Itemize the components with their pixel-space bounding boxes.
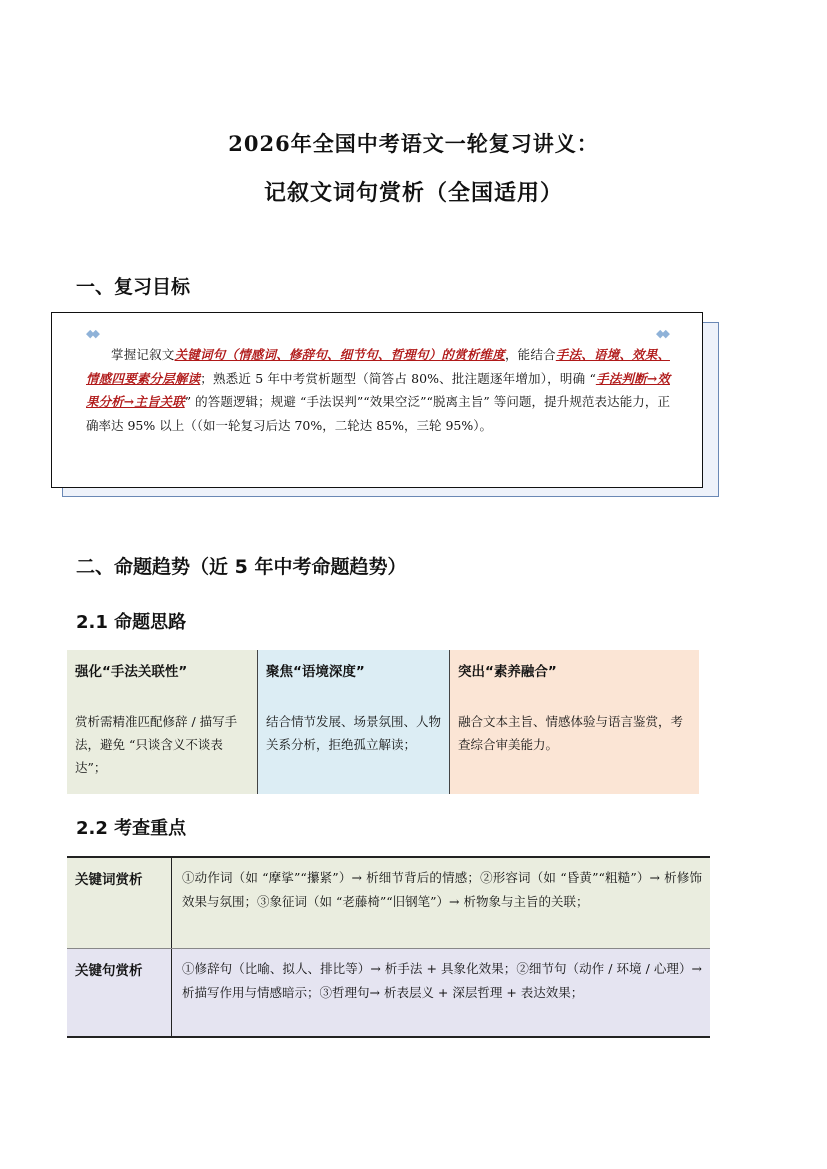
trend-column-heading: 突出“素养融合” — [458, 664, 557, 680]
subsection-2-2-heading: 2.2 考查重点 — [76, 818, 187, 839]
subsection-2-1-heading: 2.1 命题思路 — [76, 612, 187, 633]
focus-row-content: ①修辞句（比喻、拟人、排比等）→ 析手法 + 具象化效果；②细节句（动作 / 环境 / 心理）→ 析描写作用与情感暗示；③哲理句→ 析表层义 + 深层哲理 + 表达效果； — [182, 961, 702, 1000]
document-title-line-2: 记叙文词句赏析（全国适用） — [263, 180, 563, 206]
trend-column-heading: 强化“手法关联性” — [75, 664, 188, 680]
goal-text-part: ；熟悉近 5 年中考赏析题型（简答占 80%、批注题逐年增加），明确 “ — [200, 370, 596, 386]
goal-text-part: ，能结合 — [504, 347, 556, 362]
section-2-heading: 二、命题趋势（近 5 年中考命题趋势） — [76, 556, 407, 578]
goal-text-part: 掌握记叙文 — [111, 347, 175, 362]
focus-row-label: 关键句赏析 — [67, 949, 172, 1036]
document-title-line-1: 2026年全国中考语文一轮复习讲义： — [228, 131, 599, 156]
table-row — [67, 949, 710, 1036]
trend-column — [450, 650, 699, 794]
focus-row-content: ①动作词（如 “摩挲”“攥紧”）→ 析细节背后的情感；②形容词（如 “昏黄”“粗糙”）→ 析修饰效果与氛围；③象征词（如 “老藤椅”“旧钢笔”）→ 析物象与主旨的关联； — [182, 870, 702, 909]
goal-highlight: 关键词句（情感词、修辞句、细节句、哲理句）的赏析维度 — [174, 347, 505, 362]
goal-paragraph — [86, 343, 670, 437]
trend-column — [258, 650, 450, 794]
goal-highlight: 手法判断→效果分析→主旨关联 — [86, 370, 670, 409]
trend-column — [67, 650, 258, 794]
trend-column-heading: 聚焦“语境深度” — [266, 664, 365, 680]
trend-column-body: 赏析需精准匹配修辞 / 描写手法，避免 “只谈含义不谈表达”； — [75, 714, 238, 775]
diamond-decoration-icon: ◆◆ — [656, 327, 667, 340]
section-1-heading: 一、复习目标 — [76, 276, 191, 298]
focus-table — [67, 856, 710, 1038]
trend-column-body: 结合情节发展、场景氛围、人物关系分析，拒绝孤立解读； — [266, 714, 442, 752]
trend-table — [67, 650, 699, 794]
table-row — [67, 858, 710, 949]
goal-text-part: ” 的答题逻辑；规避 “手法误判”“效果空泛”“脱离主旨” 等问题，提升规范表达能力，正确率达 95% 以上（（如一轮复习后达 70%，二轮达 85%，三轮 95%）。 — [86, 394, 670, 433]
diamond-decoration-icon: ◆◆ — [86, 327, 97, 340]
focus-row-label: 关键词赏析 — [67, 858, 172, 948]
trend-column-body: 融合文本主旨、情感体验与语言鉴赏，考查综合审美能力。 — [458, 714, 684, 752]
goal-box — [51, 312, 703, 488]
goal-highlight: 手法、语境、效果、情感四要素分层解读 — [86, 347, 670, 386]
